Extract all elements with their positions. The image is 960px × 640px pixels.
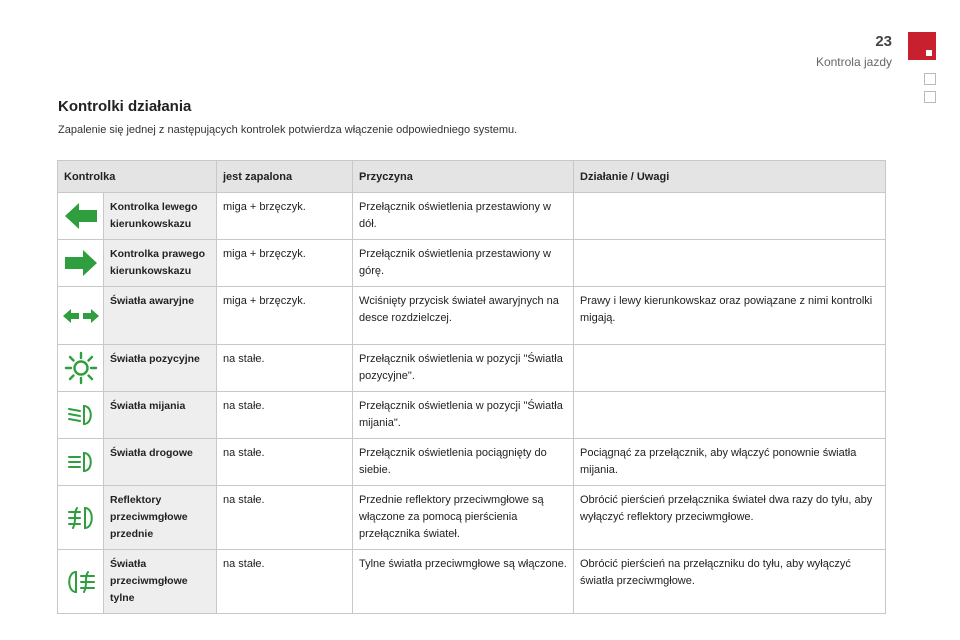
indicator-state: na stałe. xyxy=(217,392,353,439)
table-row xyxy=(58,550,886,614)
indicator-state: na stałe. xyxy=(217,486,353,550)
chapter-tab[interactable] xyxy=(908,32,936,60)
indicator-action: Obrócić pierścień na przełączniku do tyłu, aby wyłączyć światła przeciwmgłowe. xyxy=(574,550,886,614)
indicator-name: Światła awaryjne xyxy=(104,287,217,345)
indicator-name: Światła mijania xyxy=(104,392,217,439)
indicator-cause: Tylne światła przeciwmgłowe są włączone. xyxy=(353,550,574,614)
indicator-cause: Przełącznik oświetlenia przestawiony w dół. xyxy=(353,193,574,240)
dipped-beam-icon xyxy=(58,403,103,427)
table-row xyxy=(58,240,886,287)
indicator-state: na stałe. xyxy=(217,550,353,614)
indicator-name: Reflektory przeciwmgłowe przednie xyxy=(104,486,217,550)
chapter-tab-empty-1[interactable] xyxy=(924,73,936,85)
indicator-name: Kontrolka lewego kierunkowskazu xyxy=(104,193,217,240)
indicator-cause: Przełącznik oświetlenia w pozycji "Światła pozycyjne". xyxy=(353,345,574,392)
indicator-cause: Przednie reflektory przeciwmgłowe są włączone za pomocą pierścienia przełącznika świateł. xyxy=(353,486,574,550)
header-dzialanie: Działanie / Uwagi xyxy=(574,161,886,193)
chapter-tab-empty-2[interactable] xyxy=(924,91,936,103)
indicator-cause: Przełącznik oświetlenia w pozycji "Światła mijania". xyxy=(353,392,574,439)
position-lights-icon xyxy=(58,351,103,385)
indicator-action xyxy=(574,392,886,439)
indicator-name: Światła pozycyjne xyxy=(104,345,217,392)
indicator-name: Światła przeciwmgłowe tylne xyxy=(104,550,217,614)
intro-text: Zapalenie się jednej z następujących kontrolek potwierdza włączenie odpowiedniego systemu. xyxy=(58,124,518,136)
header-przyczyna: Przyczyna xyxy=(353,161,574,193)
header-jest-zapalona: jest zapalona xyxy=(217,161,353,193)
indicator-cause: Przełącznik oświetlenia przestawiony w górę. xyxy=(353,240,574,287)
indicator-action: Pociągnąć za przełącznik, aby włączyć ponownie światła mijania. xyxy=(574,439,886,486)
hazard-arrows-icon xyxy=(58,307,103,325)
page-title: Kontrolki działania xyxy=(58,98,192,115)
indicator-name: Światła drogowe xyxy=(104,439,217,486)
chapter-tab-marker xyxy=(926,50,932,56)
indicator-state: miga + brzęczyk. xyxy=(217,240,353,287)
indicator-cause: Wciśnięty przycisk świateł awaryjnych na desce rozdzielczej. xyxy=(353,287,574,345)
table-row xyxy=(58,439,886,486)
indicator-state: miga + brzęczyk. xyxy=(217,287,353,345)
table-row xyxy=(58,287,886,345)
table-row xyxy=(58,345,886,392)
table-row xyxy=(58,392,886,439)
left-arrow-icon xyxy=(58,201,103,231)
front-fog-icon xyxy=(58,505,103,531)
indicator-action xyxy=(574,193,886,240)
table-row xyxy=(58,193,886,240)
indicator-state: na stałe. xyxy=(217,345,353,392)
indicator-state: na stałe. xyxy=(217,439,353,486)
indicator-table xyxy=(57,160,886,614)
indicator-action: Prawy i lewy kierunkowskaz oraz powiązane z nimi kontrolki migają. xyxy=(574,287,886,345)
rear-fog-icon xyxy=(58,569,103,595)
indicator-action: Obrócić pierścień przełącznika świateł dwa razy do tyłu, aby wyłączyć reflektory przeciwmgłowe. xyxy=(574,486,886,550)
indicator-name: Kontrolka prawego kierunkowskazu xyxy=(104,240,217,287)
main-beam-icon xyxy=(58,450,103,474)
table-row xyxy=(58,486,886,550)
indicator-state: miga + brzęczyk. xyxy=(217,193,353,240)
table-header-row xyxy=(58,161,886,193)
right-arrow-icon xyxy=(58,248,103,278)
indicator-action xyxy=(574,345,886,392)
indicator-action xyxy=(574,240,886,287)
indicator-cause: Przełącznik oświetlenia pociągnięty do siebie. xyxy=(353,439,574,486)
section-title: Kontrola jazdy xyxy=(815,55,892,69)
header-kontrolka: Kontrolka xyxy=(58,161,217,193)
page-number: 23 xyxy=(875,33,892,50)
